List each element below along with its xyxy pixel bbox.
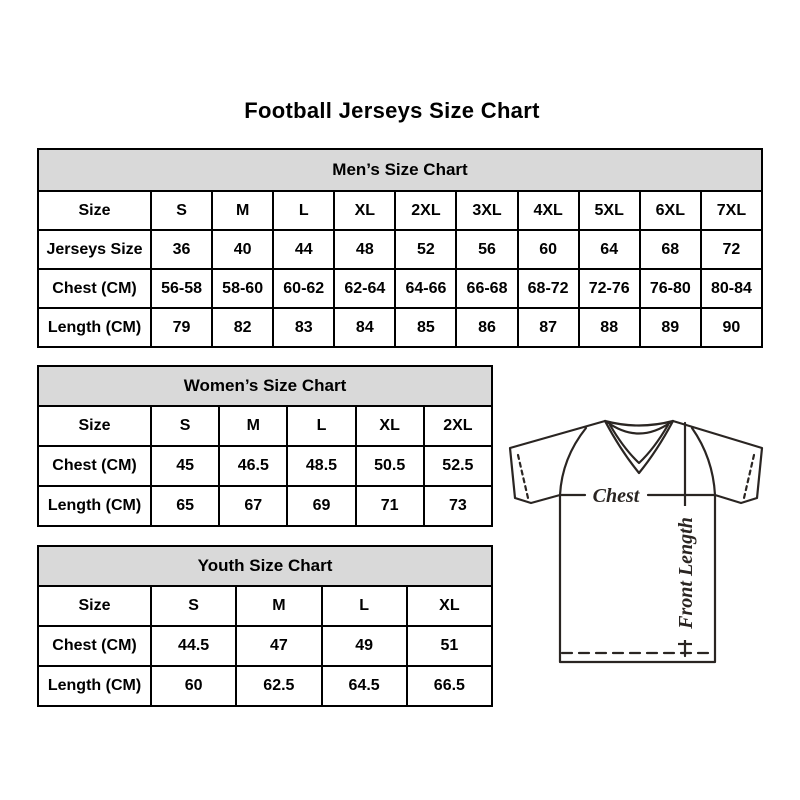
cell-value: 66-68 [456,269,517,308]
cell-value: M [212,191,273,230]
row-label: Size [38,586,151,626]
cell-value: 56 [456,230,517,269]
jersey-diagram-svg [498,403,770,675]
cell-value: M [219,406,287,446]
cell-value: 44 [273,230,334,269]
table-row [38,586,492,626]
cell-value: 86 [456,308,517,347]
cell-value: S [151,586,236,626]
cell-value: 40 [212,230,273,269]
womens-size-chart-table [37,365,493,527]
table-row [38,406,492,446]
front-length-label-group [672,506,697,640]
cell-value: 7XL [701,191,762,230]
cell-value: XL [407,586,492,626]
womens-table-title: Women’s Size Chart [38,366,492,406]
row-label: Size [38,406,151,446]
cell-value: 60 [151,666,236,706]
cell-value: 88 [579,308,640,347]
jersey-vneck-outer [605,421,673,473]
cell-value: 47 [236,626,321,666]
row-label: Length (CM) [38,666,151,706]
cell-value: 48.5 [287,446,355,486]
row-label: Jerseys Size [38,230,151,269]
cell-value: 82 [212,308,273,347]
cell-value: 89 [640,308,701,347]
table-row [38,626,492,666]
cell-value: 48 [334,230,395,269]
cell-value: XL [334,191,395,230]
front-length-label: Front Length [675,517,697,629]
cell-value: 44.5 [151,626,236,666]
table-row [38,666,492,706]
table-row [38,486,492,526]
cell-value: L [273,191,334,230]
table-row [38,191,762,230]
chest-label: Chest [592,485,640,507]
cell-value: L [322,586,407,626]
cell-value: L [287,406,355,446]
cell-value: 60 [518,230,579,269]
table-row [38,446,492,486]
cell-value: 49 [322,626,407,666]
cell-value: S [151,191,212,230]
cell-value: 72-76 [579,269,640,308]
cell-value: 5XL [579,191,640,230]
right-sleeve-stitch [744,455,754,498]
page-title: Football Jerseys Size Chart [244,98,540,123]
cell-value: 68-72 [518,269,579,308]
mens-table-title: Men’s Size Chart [38,149,762,191]
table-row [38,269,762,308]
row-label: Size [38,191,151,230]
cell-value: 66.5 [407,666,492,706]
cell-value: 58-60 [212,269,273,308]
cell-value: 62.5 [236,666,321,706]
cell-value: XL [356,406,424,446]
cell-value: 83 [273,308,334,347]
cell-value: 50.5 [356,446,424,486]
cell-value: 3XL [456,191,517,230]
jersey-left-sleeve [510,421,605,503]
cell-value: 56-58 [151,269,212,308]
cell-value: 73 [424,486,492,526]
cell-value: 87 [518,308,579,347]
cell-value: S [151,406,219,446]
mens-size-chart-table [37,148,763,348]
youth-size-chart-table [37,545,493,707]
cell-value: 6XL [640,191,701,230]
cell-value: 84 [334,308,395,347]
cell-value: 2XL [424,406,492,446]
jersey-measurement-diagram [498,403,770,675]
jersey-right-seam [692,428,715,495]
cell-value: 52.5 [424,446,492,486]
cell-value: 68 [640,230,701,269]
row-label: Chest (CM) [38,269,151,308]
table-row [38,230,762,269]
cell-value: 36 [151,230,212,269]
cell-value: 4XL [518,191,579,230]
cell-value: 46.5 [219,446,287,486]
cell-value: M [236,586,321,626]
jersey-left-seam [560,428,586,495]
row-label: Chest (CM) [38,626,151,666]
cell-value: 45 [151,446,219,486]
cell-value: 64 [579,230,640,269]
cell-value: 71 [356,486,424,526]
jersey-collar-back-outer [605,421,673,426]
cell-value: 79 [151,308,212,347]
table-header-row [38,149,762,191]
cell-value: 62-64 [334,269,395,308]
left-sleeve-stitch [518,455,528,498]
cell-value: 67 [219,486,287,526]
cell-value: 76-80 [640,269,701,308]
table-row [38,308,762,347]
jersey-right-sleeve [673,421,762,503]
table-header-row [38,546,492,586]
cell-value: 60-62 [273,269,334,308]
cell-value: 64.5 [322,666,407,706]
youth-table-title: Youth Size Chart [38,546,492,586]
cell-value: 72 [701,230,762,269]
cell-value: 69 [287,486,355,526]
cell-value: 90 [701,308,762,347]
cell-value: 2XL [395,191,456,230]
table-header-row [38,366,492,406]
row-label: Length (CM) [38,308,151,347]
cell-value: 85 [395,308,456,347]
cell-value: 64-66 [395,269,456,308]
cell-value: 80-84 [701,269,762,308]
row-label: Length (CM) [38,486,151,526]
cell-value: 52 [395,230,456,269]
cell-value: 51 [407,626,492,666]
cell-value: 65 [151,486,219,526]
row-label: Chest (CM) [38,446,151,486]
